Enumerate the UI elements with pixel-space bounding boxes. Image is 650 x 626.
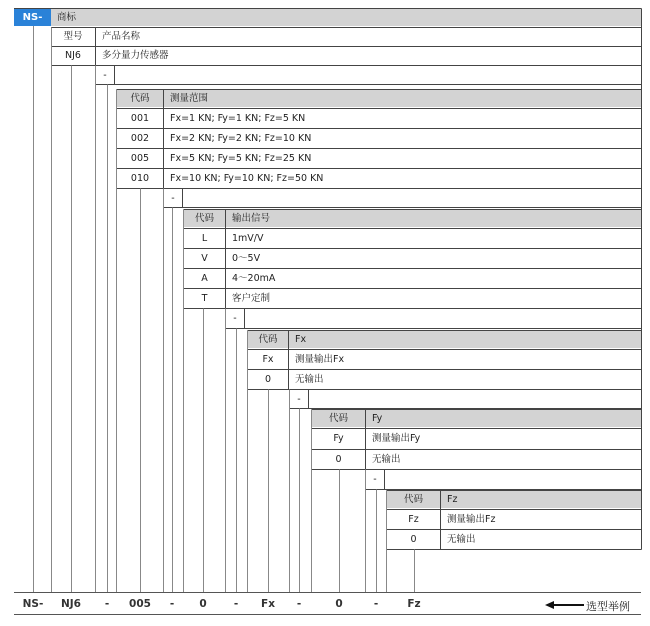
section1-code-header: 代码 [117,90,163,107]
left-arrow-icon [545,600,585,610]
section2-row-value: 1mV/V [232,232,264,244]
section1-row-value: Fx=10 KN; Fy=10 KN; Fz=50 KN [170,172,324,184]
section2-row-code: V [201,252,208,264]
section3-code-header: 代码 [248,331,288,348]
example-part: 0 [199,598,207,610]
example-label: 选型举例 [586,600,630,613]
section5-row-code: 0 [410,533,417,545]
section4-row-code: Fy [333,432,344,444]
section4-code-header: 代码 [312,410,365,427]
separator-dash: - [233,312,237,324]
example-part: - [104,598,110,610]
model-label: 型号 [63,30,83,42]
section2-code-header: 代码 [184,210,225,227]
example-part: NS- [22,598,44,610]
section2-row-value: 0～5V [232,252,261,264]
brand-label: 商标 [51,9,641,26]
section4-row-value: 无输出 [372,453,401,465]
separator-dash: - [171,192,175,204]
example-part: 0 [335,598,343,610]
section4-row-value: 测量输出Fy [372,432,421,444]
separator-dash: - [297,393,301,405]
product-name-label: 产品名称 [102,30,141,42]
separator-dash: - [103,69,107,81]
section5-code-header: 代码 [387,491,440,508]
model-value: NJ6 [65,49,81,61]
section1-value-header: 测量范围 [164,90,641,107]
example-part: - [169,598,175,610]
section5-row-value: 测量输出Fz [447,513,496,525]
example-top-rule [14,592,641,593]
section1-row-value: Fx=5 KN; Fy=5 KN; Fz=25 KN [170,152,312,164]
section1-row-code: 001 [130,112,150,124]
section1-row-value: Fx=1 KN; Fy=1 KN; Fz=5 KN [170,112,306,124]
example-part: NJ6 [60,598,82,610]
example-part: 005 [129,598,151,610]
section2-row-value: 客户定制 [232,292,271,304]
section3-row-code: Fx [262,353,274,365]
section4-row-code: 0 [335,453,342,465]
section3-row-code: 0 [264,373,272,385]
example-part: Fx [261,598,275,610]
product-name-value: 多分量力传感器 [102,49,169,61]
section3-row-value: 无输出 [295,373,324,385]
section4-value-header: Fy [366,410,641,427]
section2-value-header: 输出信号 [226,210,641,227]
section2-row-code: A [201,272,208,284]
prefix-badge: NS- [14,9,51,26]
section5-value-header: Fz [441,491,641,508]
section1-row-code: 005 [130,152,150,164]
example-bottom-rule [14,614,641,615]
example-part: Fz [407,598,421,610]
section1-row-value: Fx=2 KN; Fy=2 KN; Fz=10 KN [170,132,312,144]
separator-dash: - [373,473,377,485]
example-part: - [296,598,302,610]
section2-row-value: 4～20mA [232,272,276,284]
section5-row-value: 无输出 [447,533,476,545]
example-part: - [233,598,239,610]
section2-row-code: L [201,232,208,244]
section1-row-code: 010 [130,172,150,184]
example-part: - [373,598,379,610]
section1-row-code: 002 [130,132,150,144]
section3-row-value: 测量输出Fx [295,353,345,365]
section3-value-header: Fx [289,331,641,348]
section5-row-code: Fz [408,513,419,525]
section2-row-code: T [201,292,208,304]
